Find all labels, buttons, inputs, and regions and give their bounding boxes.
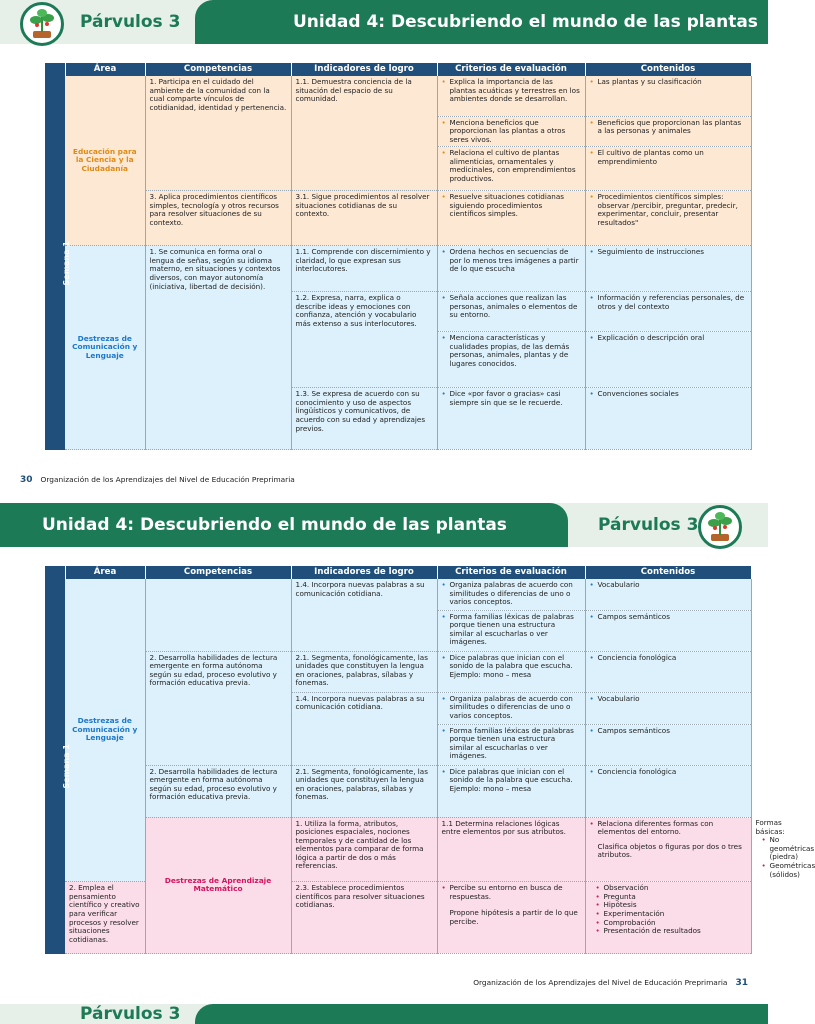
competencia-m2: 2. Emplea el pensamiento científico y creativo para verificar procesos y resolver situaciones cotidianas. — [65, 882, 145, 954]
indicador-com-1-3: 1.3. Se expresa de acuerdo con su conocimiento y uso de aspectos lingüísticos y comunicativos, de acuerdo con su edad y aprendizajes previos. — [291, 388, 437, 450]
list-item: • Presentación de resultados — [596, 927, 747, 936]
contenido-5: • Seguimiento de instrucciones — [585, 246, 751, 292]
indicador-m-2-3: 2.3. Establece procedimientos científicos para resolver situaciones cotidianas. — [291, 882, 437, 954]
indicador-2-1b: 2.1. Segmenta, fonológicamente, las unidades que constituyen la lengua en oraciones, palabras, sílabas y fonemas. — [291, 765, 437, 817]
plant-logo-icon — [704, 511, 736, 543]
contenido-5: • Campos semánticos — [585, 724, 751, 765]
list-item: • Observación — [596, 884, 747, 893]
criterio-2: • Menciona beneficios que proporcionan las plantas a otros seres vivos. — [437, 116, 585, 147]
contenido-4: • Procedimientos científicos simples: observar /percibir, preguntar, predecir, experimentar, concluir, presentar resultados" — [585, 191, 751, 246]
area-ciencia: Educación para la Ciencia y la Ciudadanía — [65, 76, 145, 246]
page1-level-title: Párvulos 3 — [80, 12, 181, 32]
contenido-4: • Vocabulario — [585, 692, 751, 724]
page2-unit-title: Unidad 4: Descubriendo el mundo de las plantas — [42, 515, 507, 535]
col-indicadores: Indicadores de logro — [291, 566, 437, 579]
competencia-3: 3. Aplica procedimientos científicos simples, tecnología y otros recursos para resolver situaciones de su contexto. — [145, 191, 291, 246]
criterio-10: Propone hipótesis a partir de lo que percibe. — [449, 908, 578, 926]
table-header-row — [45, 63, 751, 76]
indicador-com-1-2: 1.2. Expresa, narra, explica o describe ideas y emociones con confianza, atención y vocabulario más extenso a sus interlocutores. — [291, 292, 437, 388]
area-matematico: Destrezas de Aprendizaje Matemático — [145, 817, 291, 954]
contenido-proceso — [585, 882, 751, 954]
indicador-3-1: 3.1. Sigue procedimientos al resolver situaciones cotidianas de su contexto. — [291, 191, 437, 246]
indicador-1-4: 1.4. Incorpora nuevas palabras a su comunicación cotidiana. — [291, 579, 437, 651]
col-contenidos: Contenidos — [585, 63, 751, 76]
list-item: • Geométricas (sólidos) — [762, 862, 770, 879]
page2-header-bar — [0, 503, 568, 547]
competencia-2b: 2. Desarrolla habilidades de lectura emergente en forma autónoma según su edad, proceso evolutivo y formación educativa previa. — [145, 765, 291, 817]
list-item: • Hipótesis — [596, 901, 747, 910]
contenido-6: • Información y referencias personales, de otros y del contexto — [585, 292, 751, 332]
criterio-3: • Relaciona el cultivo de plantas alimenticias, ornamentales y medicinales, con emprendimientos productivos. — [437, 147, 585, 191]
criterio-5: • Ordena hechos en secuencias de por lo menos tres imágenes a partir de lo que escucha — [437, 246, 585, 292]
page-number: 31 — [735, 978, 748, 988]
col-contenidos: Contenidos — [585, 566, 751, 579]
table-row — [45, 651, 751, 692]
criterio-2: • Forma familias léxicas de palabras porque tienen una estructura similar al escucharlas o ver imágenes. — [437, 610, 585, 651]
page1-header-bar — [195, 0, 768, 44]
contenido-1: • Vocabulario — [585, 579, 751, 610]
contenido-3: • Conciencia fonológica — [585, 651, 751, 692]
criterio-1: • Explica la importancia de las plantas acuáticas y terrestres en los ambientes donde se desarrollan. — [437, 76, 585, 116]
page3-header-bar — [195, 1004, 768, 1024]
table-row — [45, 246, 751, 292]
contenido-2: • Campos semánticos — [585, 610, 751, 651]
page2-logo — [698, 505, 742, 549]
indicador-1-4b: 1.4. Incorpora nuevas palabras a su comunicación cotidiana. — [291, 692, 437, 765]
page2-footer — [473, 978, 748, 988]
page3-level-title: Párvulos 3 — [80, 1004, 181, 1024]
page2-header — [0, 503, 768, 547]
contenido-2: • Beneficios que proporcionan las plantas a las personas y animales — [585, 116, 751, 147]
contenido-7: • Explicación o descripción oral — [585, 332, 751, 388]
page2-table — [45, 566, 815, 954]
col-indicadores: Indicadores de logro — [291, 63, 437, 76]
indicador-2-1: 2.1. Segmenta, fonológicamente, las unidades que constituyen la lengua en oraciones, palabras, sílabas y fonemas. — [291, 651, 437, 692]
criterio-5: • Forma familias léxicas de palabras porque tienen una estructura similar al escucharlas o ver imágenes. — [437, 724, 585, 765]
page3-header-left — [0, 1004, 195, 1024]
table-row — [45, 765, 751, 817]
competencia-1: 1. Participa en el cuidado del ambiente de la comunidad con la cual comparte vínculos de cotidianidad, identidad y pertenencia. — [145, 76, 291, 191]
list-item: • No geométricas (piedra) — [762, 836, 770, 862]
competencia-2a: 2. Desarrolla habilidades de lectura emergente en forma autónoma según su edad, proceso evolutivo y formación educativa previa. — [145, 651, 291, 765]
contenido-1: • Las plantas y su clasificación — [585, 76, 751, 116]
table-row — [45, 579, 751, 610]
col-competencias: Competencias — [145, 566, 291, 579]
list-item: • Pregunta — [596, 893, 747, 902]
criterios-m1 — [585, 817, 751, 882]
table-row — [45, 76, 751, 116]
col-area: Área — [65, 63, 145, 76]
table-row — [45, 191, 751, 246]
competencia-com-1: 1. Se comunica en forma oral o lengua de señas, según su idioma materno, en situaciones y contextos diversos, con mayor autonomía (iniciativa, libertad de decisión). — [145, 246, 291, 450]
list-item: • Experimentación — [596, 910, 747, 919]
criterio-3: • Dice palabras que inician con el sonido de la palabra que escucha. Ejemplo: mono – mesa — [437, 651, 585, 692]
indicador-com-1-1: 1.1. Comprende con discernimiento y claridad, lo que expresan sus interlocutores. — [291, 246, 437, 292]
competencia-m1: 1. Utiliza la forma, atributos, posiciones espaciales, nociones temporales y de cantidad de los elementos para comparar de forma lógica a partir de dos o más referencias. — [291, 817, 437, 882]
contenido-6: • Conciencia fonológica — [585, 765, 751, 817]
page-number: 30 — [20, 475, 33, 485]
criterio-6: • Señala acciones que realizan las personas, animales o elementos de su entorno. — [437, 292, 585, 332]
page3-header — [0, 1004, 768, 1024]
week-label: Semana 1 — [45, 579, 65, 954]
page2-level-title: Párvulos 3 — [598, 515, 699, 535]
plant-logo-icon — [26, 8, 58, 40]
page1-footer — [20, 475, 295, 485]
page1-table — [45, 63, 752, 450]
col-criterios: Criterios de evaluación — [437, 63, 585, 76]
table-row: Destrezas de Aprendizaje Matemático 1. Utiliza la forma, atributos, posiciones espaciales, nociones temporales y de cantidad de los elementos para comparar de forma lógica a partir de dos o más referencias. 1.1 Determina relaciones lógicas entre elementos por sus atributos. • Relaciona diferentes formas con elementos del entorno. Clasifica objetos o figuras por dos o tres atributos. Formas básicas: • No geométricas (piedra) • Geométricas (sólidos) — [45, 817, 751, 882]
area-comunicacion: Destrezas de Comunicación y Lenguaje — [65, 246, 145, 450]
contenido-8: • Convenciones sociales — [585, 388, 751, 450]
indicador-1-1: 1.1. Demuestra conciencia de la situación del espacio de su comunidad. — [291, 76, 437, 191]
indicador-m-1-1: 1.1 Determina relaciones lógicas entre elementos por sus atributos. — [437, 817, 585, 882]
col-competencias: Competencias — [145, 63, 291, 76]
table-header-row — [45, 566, 751, 579]
footer-text: Organización de los Aprendizajes del Nivel de Educación Preprimaria — [40, 475, 295, 484]
page1-logo — [20, 2, 64, 46]
criterio-6: • Dice palabras que inician con el sonido de la palabra que escucha. Ejemplo: mono – mesa — [437, 765, 585, 817]
col-criterios: Criterios de evaluación — [437, 566, 585, 579]
page1-header — [0, 0, 768, 44]
criterio-4: • Resuelve situaciones cotidianas siguiendo procedimientos científicos simples. — [437, 191, 585, 246]
criterio-8: Clasifica objetos o figuras por dos o tres atributos. — [597, 841, 742, 860]
criterio-1: • Organiza palabras de acuerdo con similitudes o diferencias de uno o varios conceptos. — [437, 579, 585, 610]
criterios-m2 — [437, 882, 585, 954]
week-label: Semana 1 — [45, 76, 65, 450]
criterio-7: • Relaciona diferentes formas con elementos del entorno. — [597, 818, 714, 837]
criterio-7: • Menciona características y cualidades propias, de las demás personas, animales, plantas y de lugares conocidos. — [437, 332, 585, 388]
footer-text: Organización de los Aprendizajes del Nivel de Educación Preprimaria — [473, 978, 728, 987]
list-item: • Comprobación — [596, 919, 747, 928]
col-area: Área — [65, 566, 145, 579]
page1-unit-title: Unidad 4: Descubriendo el mundo de las plantas — [293, 12, 758, 32]
contenido-3: • El cultivo de plantas como un emprendimiento — [585, 147, 751, 191]
criterio-8: • Dice «por favor o gracias» casi siempre sin que se le recuerde. — [437, 388, 585, 450]
criterio-9: • Percibe su entorno en busca de respuestas. — [449, 883, 563, 901]
area-comunicacion: Destrezas de Comunicación y Lenguaje — [65, 579, 145, 882]
criterio-4: • Organiza palabras de acuerdo con similitudes o diferencias de uno o varios conceptos. — [437, 692, 585, 724]
